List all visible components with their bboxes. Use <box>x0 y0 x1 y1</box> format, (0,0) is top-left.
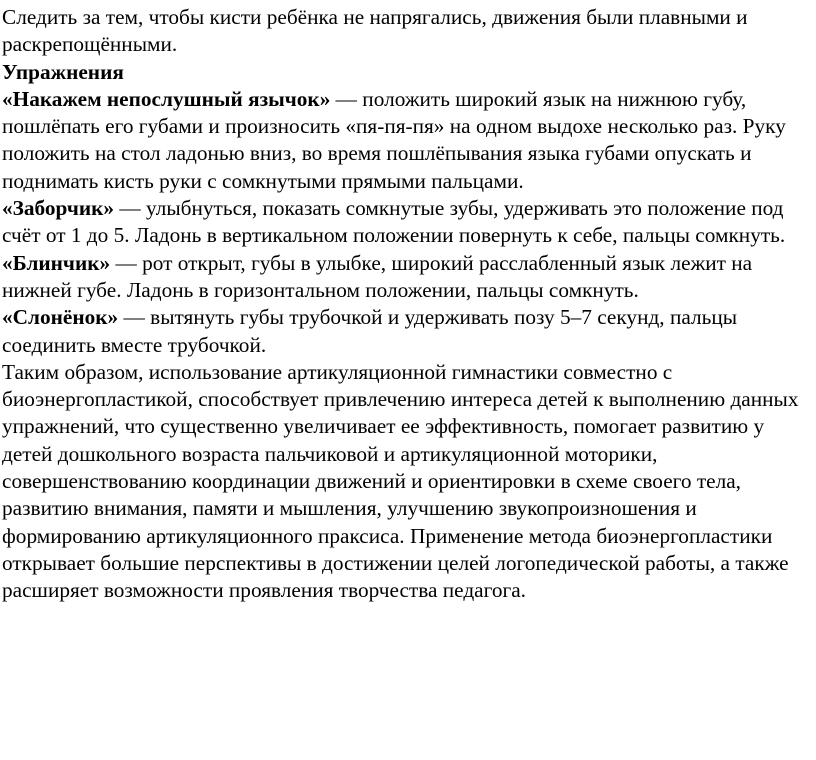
exercise-name: «Слонёнок» <box>2 305 119 330</box>
conclusion-paragraph: Таким образом, использование артикуляционной гимнастики совместно с биоэнергопластикой, способствует привлечению интереса детей к выполнению данных упражнений, что существенно увеличивает ее эффективность, помогает развитию у детей дошкольного возраста пальчиковой и артикуляционной моторики, совершенствованию координации движений и ориентировки в схеме своего тела, развитию внимания, памяти и мышления, улучшению звукопроизношения и формированию артикуляционного праксиса. Применение метода биоэнергопластики открывает большие перспективы в достижении целей логопедической работы, а также расширяет возможности проявления творчества педагога. <box>2 359 799 603</box>
exercise-paragraph-3 <box>2 250 810 305</box>
section-heading: Упражнения <box>2 59 124 84</box>
intro-paragraph: Следить за тем, чтобы кисти ребёнка не напрягались, движения были плавными и раскрепощёнными. <box>2 5 748 57</box>
exercise-name: «Заборчик» <box>2 196 115 221</box>
exercise-name: «Накажем непослушный язычок» <box>2 86 331 111</box>
exercise-paragraph-4 <box>2 304 810 359</box>
exercise-paragraph-1 <box>2 86 810 195</box>
exercise-name: «Блинчик» <box>2 250 111 275</box>
exercise-description: — улыбнуться, показать сомкнутые зубы, удерживать это положение под счёт от 1 до 5. Ладонь в вертикальном положении повернуть к себе, пальцы сомкнуть. <box>2 196 786 248</box>
exercise-description: — рот открыт, губы в улыбке, широкий расслабленный язык лежит на нижней губе. Ладонь в горизонтальном положении, пальцы сомкнуть. <box>2 250 753 302</box>
exercise-description: — положить широкий язык на нижнюю губу, пошлёпать его губами и произносить «пя-пя-пя» на одном выдохе несколько раз. Руку положить на стол ладонью вниз, во время пошлёпывания языка губами опускать и поднимать кисть руки с сомкнутыми прямыми пальцами. <box>2 86 786 193</box>
exercise-paragraph-2 <box>2 195 810 250</box>
exercise-description: — вытянуть губы трубочкой и удерживать позу 5–7 секунд, пальцы соединить вместе трубочкой. <box>2 305 738 357</box>
